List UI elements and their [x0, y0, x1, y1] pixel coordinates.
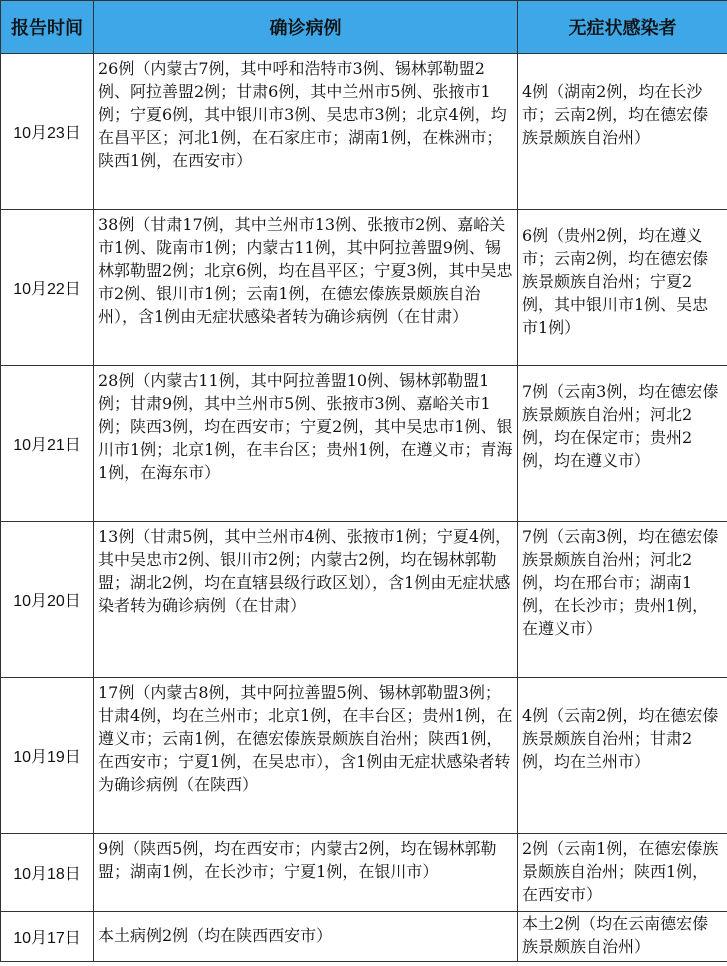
asymptomatic-cell: 7例（云南3例，均在德宏傣族景颇族自治州；河北2例，均在邢台市；湖南1例，在长沙市；贵州1例，在遵义市） — [518, 522, 727, 678]
asymptomatic-cell: 4例（云南2例，均在德宏傣族景颇族自治州；甘肃2例，均在兰州市） — [518, 678, 727, 834]
row-date: 10月22日 — [1, 210, 94, 366]
asymptomatic-cell: 本土2例（均在云南德宏傣族景颇族自治州） — [518, 912, 727, 962]
confirmed-cases-cell: 28例（内蒙古11例，其中阿拉善盟10例、锡林郭勒盟1例；甘肃9例，其中兰州市5例、张掖市3例、嘉峪关市1例；陕西3例，均在西安市；宁夏2例，其中吴忠市1例、银川市1例；北京1例，在丰台区；贵州1例，在遵义市；青海1例，在海东市） — [94, 366, 518, 522]
confirmed-cases-cell: 38例（甘肃17例，其中兰州市13例、张掖市2例、嘉峪关市1例、陇南市1例；内蒙古11例，其中阿拉善盟9例、锡林郭勒盟2例；北京6例，均在昌平区；宁夏3例，其中吴忠市2例、银川市1例；云南1例，在德宏傣族景颇族自治州），含1例由无症状感染者转为确诊病例（在甘肃） — [94, 210, 518, 366]
confirmed-cases-cell: 本土病例2例（均在陕西西安市） — [94, 912, 518, 962]
confirmed-cases-cell: 17例（内蒙古8例，其中阿拉善盟5例、锡林郭勒盟3例；甘肃4例，均在兰州市；北京1例，在丰台区；贵州1例，在遵义市；云南1例，在德宏傣族景颇族自治州；陕西1例，在西安市；宁夏1例，在吴忠市），含1例由无症状感染者转为确诊病例（在陕西） — [94, 678, 518, 834]
row-date: 10月18日 — [1, 834, 94, 912]
table-row — [1, 834, 727, 912]
confirmed-cases-cell: 13例（甘肃5例，其中兰州市4例、张掖市1例；宁夏4例，其中吴忠市2例、银川市2例；内蒙古2例，均在锡林郭勒盟；湖北2例，均在直辖县级行政区划），含1例由无症状感染者转为确诊病例（在甘肃） — [94, 522, 518, 678]
row-date: 10月21日 — [1, 366, 94, 522]
row-date: 10月17日 — [1, 912, 94, 962]
asymptomatic-cell: 2例（云南1例，在德宏傣族景颇族自治州；陕西1例，在西安市） — [518, 834, 727, 912]
table-row — [1, 366, 727, 522]
asymptomatic-cell: 4例（湖南2例，均在长沙市；云南2例，均在德宏傣族景颇族自治州） — [518, 54, 727, 210]
table-row — [1, 522, 727, 678]
header-row — [1, 1, 727, 54]
header-asymptomatic: 无症状感染者 — [518, 1, 727, 54]
row-date: 10月20日 — [1, 522, 94, 678]
table-row — [1, 912, 727, 962]
asymptomatic-cell: 7例（云南3例，均在德宏傣族景颇族自治州；河北2例，均在保定市；贵州2例，均在遵义市） — [518, 366, 727, 522]
row-date: 10月23日 — [1, 54, 94, 210]
confirmed-cases-cell: 26例（内蒙古7例，其中呼和浩特市3例、锡林郭勒盟2例、阿拉善盟2例；甘肃6例，其中兰州市5例、张掖市1例；宁夏6例，其中银川市3例、吴忠市3例；北京4例，均在昌平区；河北1例，在石家庄市；湖南1例，在株洲市；陕西1例，在西安市） — [94, 54, 518, 210]
asymptomatic-cell: 6例（贵州2例，均在遵义市；云南2例，均在德宏傣族景颇族自治州；宁夏2例，其中银川市1例、吴忠市1例） — [518, 210, 727, 366]
confirmed-cases-cell: 9例（陕西5例，均在西安市；内蒙古2例，均在锡林郭勒盟；湖南1例，在长沙市；宁夏1例，在银川市） — [94, 834, 518, 912]
table-row — [1, 54, 727, 210]
row-date: 10月19日 — [1, 678, 94, 834]
header-confirmed-cases: 确诊病例 — [94, 1, 518, 54]
table-row — [1, 678, 727, 834]
table-row — [1, 210, 727, 366]
header-report-time: 报告时间 — [1, 1, 94, 54]
